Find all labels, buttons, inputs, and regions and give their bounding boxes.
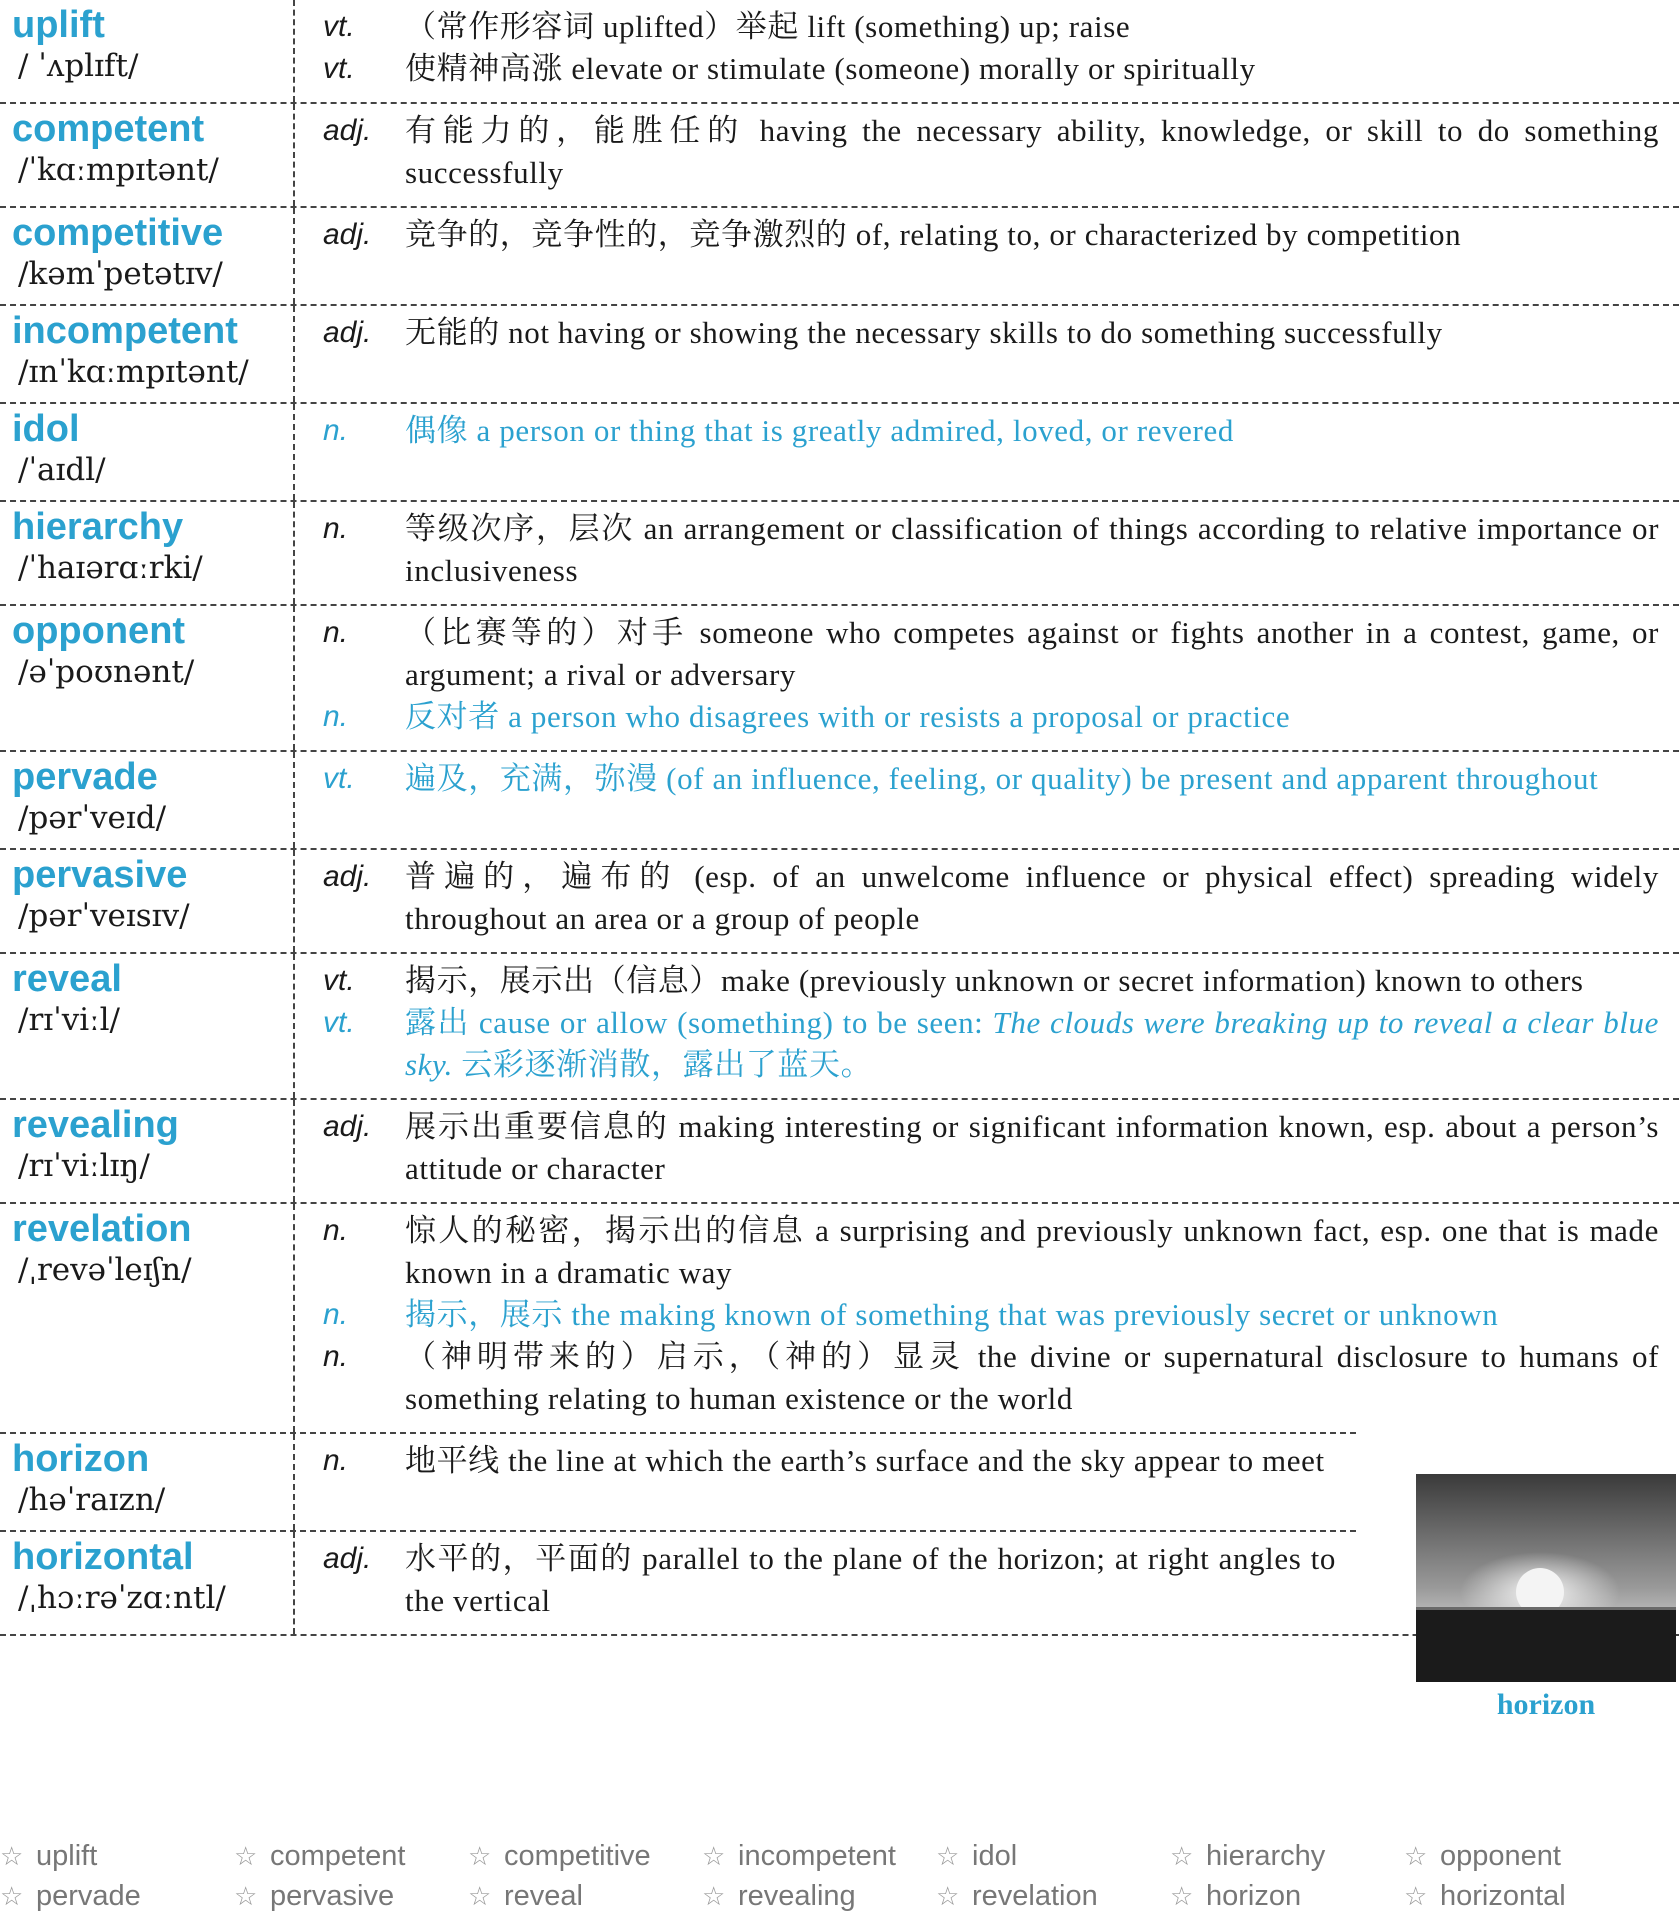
- part-of-speech: adj.: [323, 316, 372, 349]
- part-of-speech: adj.: [323, 1542, 372, 1575]
- sense: [295, 1336, 1659, 1420]
- sense: [295, 758, 1659, 800]
- word-list-item: [702, 1876, 936, 1916]
- part-of-speech: n.: [323, 1214, 349, 1247]
- word-list-row: [0, 1836, 1679, 1876]
- headword: idol: [12, 408, 80, 450]
- word-list-item: [234, 1876, 468, 1916]
- word-list-label: idol: [972, 1840, 1018, 1872]
- headword-cell: [0, 104, 295, 206]
- definition-body: 竞争的，竞争性的，竞争激烈的 of, relating to, or characterized by competition: [405, 217, 1462, 252]
- entry-horizon: [0, 1432, 1356, 1530]
- star-icon: ☆: [936, 1841, 960, 1871]
- headword: pervasive: [12, 854, 188, 896]
- entry-pervade: [0, 750, 1679, 848]
- pronunciation: /ɪnˈkɑːmpɪtənt/: [18, 354, 249, 390]
- definition-text: [405, 48, 1659, 90]
- definitions: [295, 502, 1679, 604]
- sense: [295, 214, 1659, 256]
- word-list-label: incompetent: [738, 1840, 896, 1872]
- sense: [295, 612, 1659, 696]
- horizon-figure: [1416, 1474, 1676, 1722]
- definition-body: 偶像 a person or thing that is greatly admired, loved, or revered: [405, 413, 1234, 448]
- part-of-speech: adj.: [323, 114, 372, 147]
- headword-cell: [0, 306, 295, 402]
- entry-reveal: [0, 952, 1679, 1098]
- definitions: [295, 306, 1679, 402]
- sense: [295, 110, 1659, 194]
- part-of-speech: n.: [323, 414, 349, 447]
- sense: [295, 1538, 1336, 1622]
- pronunciation: /rɪˈviːl/: [18, 1002, 120, 1038]
- star-icon: ☆: [468, 1841, 492, 1871]
- sense: [295, 410, 1659, 452]
- definition-body: 展示出重要信息的 making interesting or significant information known, esp. about a person’s attitude or character: [405, 1109, 1659, 1186]
- word-list-item: [1404, 1836, 1638, 1876]
- entry-pervasive: [0, 848, 1679, 952]
- definition-text: [405, 1538, 1336, 1622]
- definitions: [295, 606, 1679, 750]
- definition-text: [405, 612, 1659, 696]
- part-of-speech: vt.: [323, 762, 355, 795]
- entry-competitive: [0, 206, 1679, 304]
- headword: hierarchy: [12, 506, 184, 548]
- entry-idol: [0, 402, 1679, 500]
- star-icon: ☆: [0, 1841, 24, 1871]
- definitions: [295, 208, 1679, 304]
- headword-cell: [0, 1532, 295, 1634]
- pronunciation: /ˈhaɪərɑːrki/: [18, 550, 203, 586]
- headword-cell: [0, 1434, 295, 1530]
- definition-body: 揭示，展示出（信息）make (previously unknown or secret information) known to others: [405, 963, 1584, 998]
- definition-text: [405, 110, 1659, 194]
- part-of-speech: n.: [323, 512, 349, 545]
- word-list-label: pervasive: [270, 1880, 395, 1912]
- headword: opponent: [12, 610, 186, 652]
- definition-body: 有能力的，能胜任的 having the necessary ability, knowledge, or skill to do something successfully: [405, 113, 1659, 190]
- headword: incompetent: [12, 310, 238, 352]
- part-of-speech: vt.: [323, 52, 355, 85]
- definition-text: [405, 758, 1659, 800]
- definition-text: [405, 1210, 1659, 1294]
- word-list: [0, 1836, 1679, 1916]
- part-of-speech: n.: [323, 700, 349, 733]
- definition-body: 反对者 a person who disagrees with or resists a proposal or practice: [405, 699, 1291, 734]
- definitions: [295, 850, 1679, 952]
- entry-competent: [0, 102, 1679, 206]
- definition-text: [405, 312, 1659, 354]
- horizon-photo: [1416, 1474, 1676, 1682]
- pronunciation: /pərˈveɪd/: [18, 800, 167, 836]
- part-of-speech: n.: [323, 1340, 349, 1373]
- sense: [295, 6, 1659, 48]
- sense: [295, 856, 1659, 940]
- word-list-row: [0, 1876, 1679, 1916]
- headword-cell: [0, 850, 295, 952]
- definition-body: 露出 cause or allow (something) to be seen:: [405, 1005, 993, 1040]
- word-list-label: horizon: [1206, 1880, 1302, 1912]
- headword: pervade: [12, 756, 158, 798]
- star-icon: ☆: [234, 1841, 258, 1871]
- headword-cell: [0, 208, 295, 304]
- star-icon: ☆: [702, 1881, 726, 1911]
- definition-body: （神明带来的）启示，（神的）显灵 the divine or supernatural disclosure to humans of something relating to human existence or the world: [405, 1339, 1659, 1416]
- word-list-item: [468, 1836, 702, 1876]
- word-list-item: [702, 1836, 936, 1876]
- definition-body: 普遍的，遍布的 (esp. of an unwelcome influence or physical effect) spreading widely throughout an area or a group of people: [405, 859, 1659, 936]
- word-list-item: [936, 1876, 1170, 1916]
- word-list-item: [234, 1836, 468, 1876]
- headword-cell: [0, 606, 295, 750]
- word-list-label: revelation: [972, 1880, 1098, 1912]
- star-icon: ☆: [1404, 1841, 1428, 1871]
- pronunciation: /ˈkɑːmpɪtənt/: [18, 152, 219, 188]
- headword: revealing: [12, 1104, 179, 1146]
- pronunciation: /ˈaɪdl/: [18, 452, 106, 488]
- word-list-item: [468, 1876, 702, 1916]
- definition-text: [405, 214, 1659, 256]
- star-icon: ☆: [1170, 1841, 1194, 1871]
- pronunciation: / ˈʌplɪft/: [18, 48, 139, 84]
- definition-text: [405, 1336, 1659, 1420]
- entry-uplift: [0, 0, 1679, 102]
- definition-text: [405, 6, 1659, 48]
- headword-cell: [0, 0, 295, 102]
- definitions: [295, 1204, 1679, 1432]
- headword-cell: [0, 1204, 295, 1432]
- word-list-item: [1170, 1836, 1404, 1876]
- word-list-item: [936, 1836, 1170, 1876]
- definition-text: [405, 410, 1659, 452]
- headword-cell: [0, 752, 295, 848]
- definitions: [295, 0, 1679, 102]
- definitions: [295, 1532, 1356, 1634]
- definitions: [295, 1100, 1679, 1202]
- star-icon: ☆: [936, 1881, 960, 1911]
- part-of-speech: adj.: [323, 218, 372, 251]
- headword: horizon: [12, 1438, 150, 1480]
- definition-text: [405, 696, 1659, 738]
- part-of-speech: n.: [323, 1444, 349, 1477]
- definition-body: 无能的 not having or showing the necessary skills to do something successfully: [405, 315, 1443, 350]
- word-list-label: competitive: [504, 1840, 651, 1872]
- part-of-speech: adj.: [323, 860, 372, 893]
- entry-opponent: [0, 604, 1679, 750]
- definition-text: [405, 856, 1659, 940]
- part-of-speech: vt.: [323, 964, 355, 997]
- part-of-speech: n.: [323, 616, 349, 649]
- definition-text: [405, 1002, 1659, 1086]
- part-of-speech: n.: [323, 1298, 349, 1331]
- star-icon: ☆: [1170, 1881, 1194, 1911]
- headword-cell: [0, 502, 295, 604]
- example-translation: 云彩逐渐消散，露出了蓝天。: [453, 1047, 873, 1082]
- sense: [295, 1106, 1659, 1190]
- part-of-speech: vt.: [323, 10, 355, 43]
- definitions: [295, 752, 1679, 848]
- definition-body: 等级次序，层次 an arrangement or classification of things according to relative importance or inclusiveness: [405, 511, 1659, 588]
- word-list-label: pervade: [36, 1880, 141, 1912]
- entry-incompetent: [0, 304, 1679, 402]
- star-icon: ☆: [468, 1881, 492, 1911]
- definition-text: [405, 1440, 1336, 1482]
- sense: [295, 960, 1659, 1002]
- part-of-speech: vt.: [323, 1006, 355, 1039]
- sense: [295, 48, 1659, 90]
- star-icon: ☆: [702, 1841, 726, 1871]
- headword: competent: [12, 108, 205, 150]
- sense: [295, 1210, 1659, 1294]
- pronunciation: /həˈraɪzn/: [18, 1482, 166, 1518]
- definition-text: [405, 1294, 1659, 1336]
- definitions: [295, 954, 1679, 1098]
- example-sentence: The clouds were breaking up to reveal a clear blue sky.: [405, 1005, 1659, 1082]
- headword: uplift: [12, 4, 105, 46]
- figure-caption: horizon: [1496, 1688, 1596, 1721]
- word-list-label: revealing: [738, 1880, 856, 1912]
- entry-revealing: [0, 1098, 1679, 1202]
- headword: competitive: [12, 212, 224, 254]
- definition-text: [405, 960, 1659, 1002]
- sense: [295, 696, 1659, 738]
- word-list-item: [1404, 1876, 1638, 1916]
- pronunciation: /kəmˈpetətɪv/: [18, 256, 223, 292]
- pronunciation: /ˌhɔːrəˈzɑːntl/: [18, 1580, 226, 1616]
- star-icon: ☆: [1404, 1881, 1428, 1911]
- pronunciation: /ˌrevəˈleɪʃn/: [18, 1252, 192, 1288]
- entry-revelation: [0, 1202, 1679, 1432]
- pronunciation: /əˈpoʊnənt/: [18, 654, 195, 690]
- definition-body: 惊人的秘密，揭示出的信息 a surprising and previously unknown fact, esp. one that is made known in a dramatic way: [405, 1213, 1659, 1290]
- word-list-label: uplift: [36, 1840, 98, 1872]
- word-list-label: competent: [270, 1840, 406, 1872]
- word-list-label: hierarchy: [1206, 1840, 1326, 1872]
- definition-body: 水平的，平面的 parallel to the plane of the horizon; at right angles to the vertical: [405, 1541, 1336, 1618]
- sense: [295, 1002, 1659, 1086]
- word-list-item: [1170, 1876, 1404, 1916]
- definition-body: 地平线 the line at which the earth’s surface and the sky appear to meet: [405, 1443, 1325, 1478]
- entry-hierarchy: [0, 500, 1679, 604]
- headword: horizontal: [12, 1536, 194, 1578]
- definition-body: （比赛等的）对手 someone who competes against or fights another in a contest, game, or argument; a rival or adversary: [405, 615, 1659, 692]
- part-of-speech: adj.: [323, 1110, 372, 1143]
- sense: [295, 312, 1659, 354]
- word-list-item: [0, 1836, 234, 1876]
- definition-text: [405, 508, 1659, 592]
- sense: [295, 1440, 1336, 1482]
- pronunciation: /rɪˈviːlɪŋ/: [18, 1148, 150, 1184]
- headword-cell: [0, 404, 295, 500]
- word-list-item: [0, 1876, 234, 1916]
- definition-body: 揭示，展示 the making known of something that was previously secret or unknown: [405, 1297, 1499, 1332]
- star-icon: ☆: [234, 1881, 258, 1911]
- star-icon: ☆: [0, 1881, 24, 1911]
- definitions: [295, 404, 1679, 500]
- definition-text: [405, 1106, 1659, 1190]
- definitions: [295, 1434, 1356, 1530]
- pronunciation: /pərˈveɪsɪv/: [18, 898, 190, 934]
- word-list-label: reveal: [504, 1880, 583, 1912]
- definition-body: 使精神高涨 elevate or stimulate (someone) morally or spiritually: [405, 51, 1256, 86]
- headword: revelation: [12, 1208, 192, 1250]
- word-list-label: opponent: [1440, 1840, 1561, 1872]
- sense: [295, 1294, 1659, 1336]
- sense: [295, 508, 1659, 592]
- definition-body: （常作形容词 uplifted）举起 lift (something) up; raise: [405, 9, 1131, 44]
- entry-horizontal: [0, 1530, 1356, 1634]
- headword-cell: [0, 954, 295, 1098]
- definition-body: 遍及，充满，弥漫 (of an influence, feeling, or quality) be present and apparent throughout: [405, 761, 1599, 796]
- headword: reveal: [12, 958, 122, 1000]
- headword-cell: [0, 1100, 295, 1202]
- word-list-label: horizontal: [1440, 1880, 1566, 1912]
- definitions: [295, 104, 1679, 206]
